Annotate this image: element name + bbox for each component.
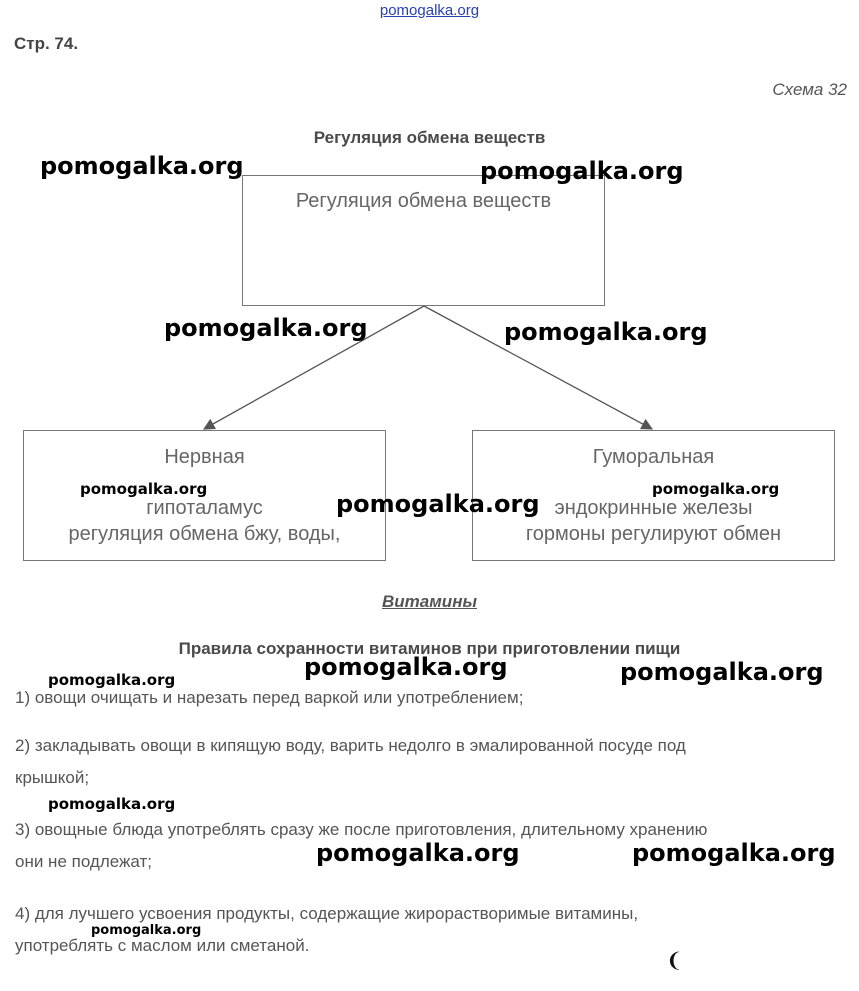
watermark: pomogalka.org xyxy=(48,671,176,689)
watermark: pomogalka.org xyxy=(632,839,836,867)
rule-2-line2: крышкой; xyxy=(15,768,90,787)
rule-4-line2: употреблять с маслом или сметаной. xyxy=(15,936,310,955)
rule-1-line1: 1) овощи очищать и нарезать перед варкой или употреблением; xyxy=(15,688,524,707)
rule-3-line1: 3) овощные блюда употреблять сразу же после приготовления, длительному хранению xyxy=(15,820,708,839)
watermark: pomogalka.org xyxy=(91,923,202,938)
nervous-line3: регуляция обмена бжу, воды, xyxy=(68,523,341,545)
rule-4-line1: 4) для лучшего усвоения продукты, содержащие жирорастворимые витамины, xyxy=(15,904,639,923)
section-title: Витамины xyxy=(382,592,477,611)
diagram-title: Регуляция обмена веществ xyxy=(313,128,546,147)
humoral-title: Гуморальная xyxy=(592,446,715,468)
watermark: pomogalka.org xyxy=(80,480,208,498)
watermark: pomogalka.org xyxy=(48,795,176,813)
humoral-line3: гормоны регулируют обмен xyxy=(525,523,782,545)
watermark: pomogalka.org xyxy=(316,839,520,867)
rule-2-line1: 2) закладывать овощи в кипящую воду, варить недолго в эмалированной посуде под xyxy=(15,736,686,755)
watermark: pomogalka.org xyxy=(40,152,244,180)
humoral-line2: эндокринные железы xyxy=(554,497,753,519)
source-watermark-link[interactable]: pomogalka.org xyxy=(379,2,480,19)
rule-3-line2: они не подлежат; xyxy=(15,852,152,871)
scheme-number: Схема 32 xyxy=(772,80,847,99)
nervous-line2: гипоталамус xyxy=(146,497,263,519)
watermark: pomogalka.org xyxy=(652,480,780,498)
top-box xyxy=(242,175,605,306)
watermark: pomogalka.org xyxy=(336,490,540,518)
ink-mark: ❨ xyxy=(666,950,683,972)
watermark: pomogalka.org xyxy=(164,314,368,342)
watermark: pomogalka.org xyxy=(304,653,508,681)
rule-2 xyxy=(15,730,847,794)
watermark: pomogalka.org xyxy=(620,658,824,686)
page-number: Стр. 74. xyxy=(14,34,79,53)
watermark: pomogalka.org xyxy=(504,318,708,346)
rules-title: Правила сохранности витаминов при приготовлении пищи xyxy=(178,639,681,658)
nervous-title: Нервная xyxy=(164,446,245,468)
watermark: pomogalka.org xyxy=(480,157,684,185)
top-box-label: Регуляция обмена веществ xyxy=(295,190,552,212)
